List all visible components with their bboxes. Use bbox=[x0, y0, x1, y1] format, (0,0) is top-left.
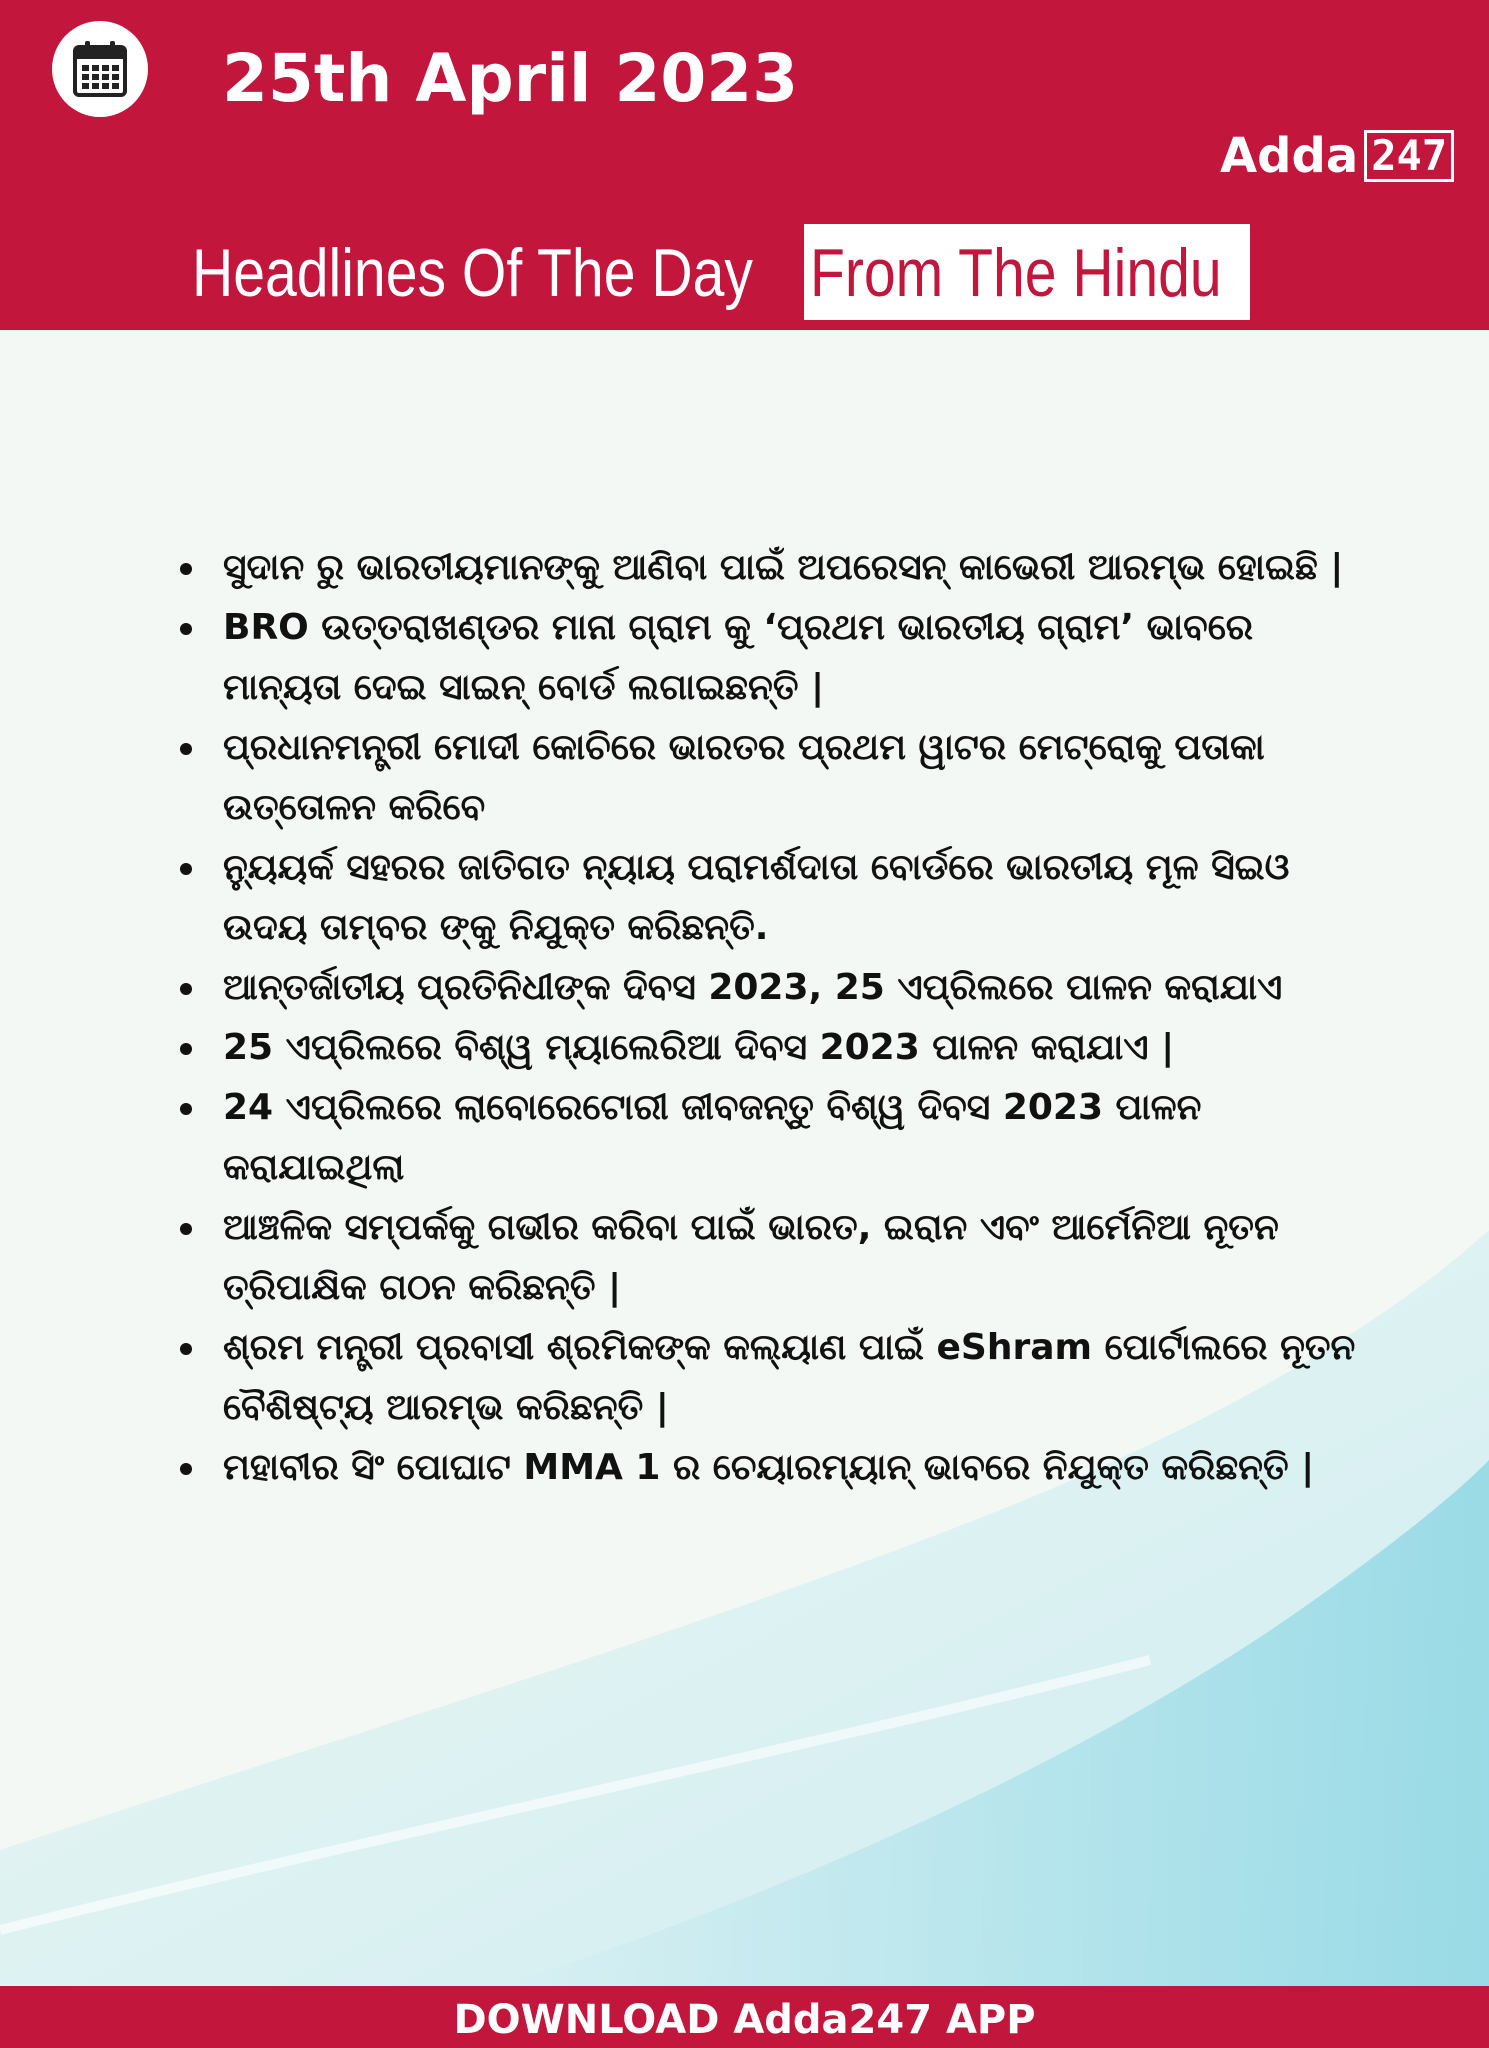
list-item: ସୁଦାନ ରୁ ଭାରତୀୟମାନଙ୍କୁ ଆଣିବା ପାଇଁ ଅପରେସନ୍ କାଭେରୀ ଆରମ୍ଭ ହୋଇଛି | bbox=[180, 538, 1360, 598]
list-item: ଆଞ୍ଚଳିକ ସମ୍ପର୍କକୁ ଗଭୀର କରିବା ପାଇଁ ଭାରତ, ଇରାନ ଏବଂ ଆର୍ମେନିଆ ନୂତନ ତ୍ରିପାକ୍ଷିକ ଗଠନ କରିଛନ୍ତି | bbox=[180, 1198, 1360, 1318]
list-item: 24 ଏପ୍ରିଲରେ ଲାବୋରେଟୋରୀ ଜୀବଜନ୍ତୁ ବିଶ୍ୱ ଦିବସ 2023 ପାଳନ କରାଯାଇଥିଲା bbox=[180, 1078, 1360, 1198]
list-item: 25 ଏପ୍ରିଲରେ ବିଶ୍ୱ ମ୍ୟାଲେରିଆ ଦିବସ 2023 ପାଳନ କରାଯାଏ | bbox=[180, 1018, 1360, 1078]
page-date: 25th April 2023 bbox=[222, 40, 799, 117]
brand-logo bbox=[1220, 128, 1454, 184]
list-item: ଶ୍ରମ ମନ୍ତ୍ରୀ ପ୍ରବାସୀ ଶ୍ରମିକଙ୍କ କଲ୍ୟାଣ ପାଇଁ eShram ପୋର୍ଟାଲରେ ନୂତନ ବୈଶିଷ୍ଟ୍ୟ ଆରମ୍ଭ କରିଛନ୍ତି | bbox=[180, 1318, 1360, 1438]
section-title: Headlines Of The Day bbox=[192, 235, 753, 311]
calendar-badge bbox=[52, 21, 148, 117]
list-item: BRO ଉତ୍ତରାଖଣ୍ଡର ମାନା ଗ୍ରାମ କୁ ‘ପ୍ରଥମ ଭାରତୀୟ ଗ୍ରାମ’ ଭାବରେ ମାନ୍ୟତା ଦେଇ ସାଇନ୍ ବୋର୍ଡ ଲଗାଇଛନ୍ତି | bbox=[180, 598, 1360, 718]
calendar-icon bbox=[72, 39, 128, 99]
list-item: ମହାବୀର ସିଂ ପୋଘାଟ MMA 1 ର ଚେୟାରମ୍ୟାନ୍ ଭାବରେ ନିଯୁକ୍ତ କରିଛନ୍ତି | bbox=[180, 1438, 1360, 1498]
list-item: ନ୍ୟୁୟର୍କ ସହରର ଜାତିଗତ ନ୍ୟାୟ ପରାମର୍ଶଦାତା ବୋର୍ଡରେ ଭାରତୀୟ ମୂଳ ସିଇଓ ଉଦୟ ତାମ୍ବର ଙ୍କୁ ନିଯୁକ୍ତ କରିଛନ୍ତି. bbox=[180, 838, 1360, 958]
source-label: From The Hindu bbox=[810, 235, 1222, 311]
header-banner bbox=[0, 0, 1489, 330]
headlines-list bbox=[180, 538, 1360, 1498]
brand-name: Adda bbox=[1220, 128, 1359, 184]
list-item: ପ୍ରଧାନମନ୍ତ୍ରୀ ମୋଦୀ କୋଚିରେ ଭାରତର ପ୍ରଥମ ୱାଟର ମେଟ୍ରୋକୁ ପତାକା ଉତ୍ତୋଳନ କରିବେ bbox=[180, 718, 1360, 838]
download-app-label[interactable]: DOWNLOAD Adda247 APP bbox=[453, 1997, 1036, 2043]
list-item: ଆନ୍ତର୍ଜାତୀୟ ପ୍ରତିନିଧୀଙ୍କ ଦିବସ 2023, 25 ଏପ୍ରିଲରେ ପାଳନ କରାଯାଏ bbox=[180, 958, 1360, 1018]
brand-number: 247 bbox=[1364, 130, 1454, 182]
download-app-banner[interactable] bbox=[0, 1986, 1489, 2048]
